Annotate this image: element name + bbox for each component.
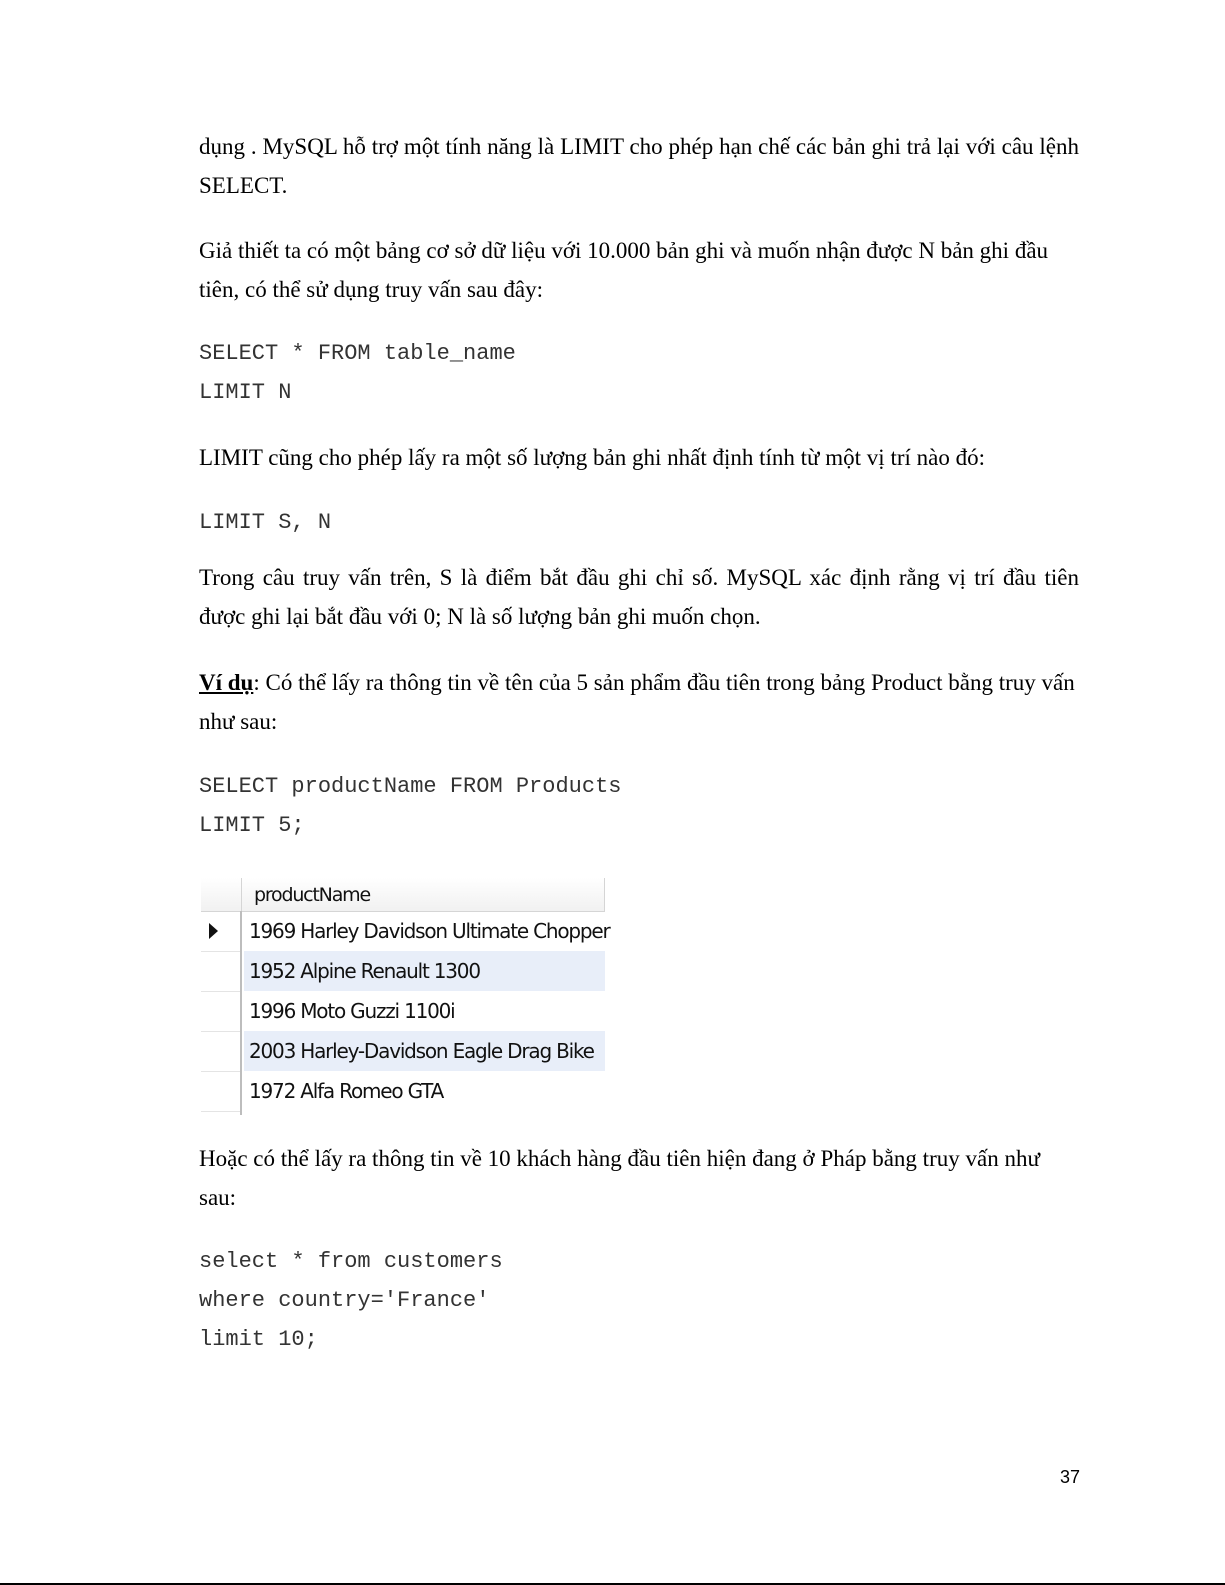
code-line: where country='France' xyxy=(199,1288,490,1313)
paragraph-text xyxy=(199,663,1079,741)
table-row[interactable]: 1952 Alpine Renault 1300 xyxy=(244,951,605,991)
paragraph-n-records xyxy=(199,231,1079,309)
page-number: 37 xyxy=(1059,1467,1080,1487)
paragraph-text: dụng . MySQL hỗ trợ một tính năng là LIMIT cho phép hạn chế các bản ghi trả lại với câu lệnh SELECT. xyxy=(199,134,1079,198)
table-row[interactable]: 1969 Harley Davidson Ultimate Chopper xyxy=(249,919,610,943)
code-block-customers xyxy=(199,1242,1079,1359)
code-line: LIMIT S, N xyxy=(199,510,332,535)
paragraph-customers xyxy=(199,1139,1079,1217)
example-label: Ví dụ xyxy=(199,670,254,695)
column-header-productname[interactable]: productName xyxy=(242,878,605,911)
row-header[interactable] xyxy=(201,911,240,952)
table-row[interactable]: 1996 Moto Guzzi 1100i xyxy=(249,999,455,1023)
row-header[interactable] xyxy=(201,991,240,1032)
paragraph-explanation xyxy=(199,558,1079,636)
result-grid xyxy=(201,878,610,1115)
paragraph-text: LIMIT cũng cho phép lấy ra một số lượng bản ghi nhất định tính từ một vị trí nào đó: xyxy=(199,445,985,470)
code-line: SELECT productName FROM Products xyxy=(199,774,622,799)
row-header[interactable] xyxy=(201,1031,240,1072)
paragraph-text: Giả thiết ta có một bảng cơ sở dữ liệu với 10.000 bản ghi và muốn nhận được N bản ghi đầu tiên, có thể sử dụng truy vấn sau đây: xyxy=(199,238,1049,302)
code-line: limit 10; xyxy=(199,1327,318,1352)
example-text: : Có thể lấy ra thông tin về tên của 5 sản phẩm đầu tiên trong bảng Product bằng truy vấn như sau: xyxy=(199,670,1075,734)
code-line: select * from customers xyxy=(199,1249,503,1274)
row-header[interactable] xyxy=(201,951,240,992)
table-row[interactable]: 1972 Alfa Romeo GTA xyxy=(249,1079,444,1103)
code-line: LIMIT N xyxy=(199,380,292,405)
row-header[interactable] xyxy=(201,1071,240,1112)
code-block-products xyxy=(199,767,1079,845)
paragraph-example xyxy=(199,663,1079,741)
grid-header xyxy=(201,878,605,912)
paragraph-text: Hoặc có thể lấy ra thông tin về 10 khách hàng đầu tiên hiện đang ở Pháp bằng truy vấn như sau: xyxy=(199,1146,1040,1210)
current-row-arrow-icon xyxy=(209,923,218,939)
table-row[interactable]: 2003 Harley-Davidson Eagle Drag Bike xyxy=(244,1031,605,1071)
code-block-limit-n xyxy=(199,334,1079,412)
grid-corner xyxy=(201,878,242,911)
code-line: LIMIT 5; xyxy=(199,813,305,838)
paragraph-limit-offset xyxy=(199,438,1079,477)
row-headers xyxy=(201,911,242,1115)
paragraph-limit-intro xyxy=(199,127,1079,205)
code-block-limit-s-n xyxy=(199,503,1079,542)
paragraph-text: Trong câu truy vấn trên, S là điểm bắt đầu ghi chỉ số. MySQL xác định rằng vị trí đầu tiên được ghi lại bắt đầu với 0; N là số lượng bản ghi muốn chọn. xyxy=(199,565,1079,629)
code-line: SELECT * FROM table_name xyxy=(199,341,516,366)
